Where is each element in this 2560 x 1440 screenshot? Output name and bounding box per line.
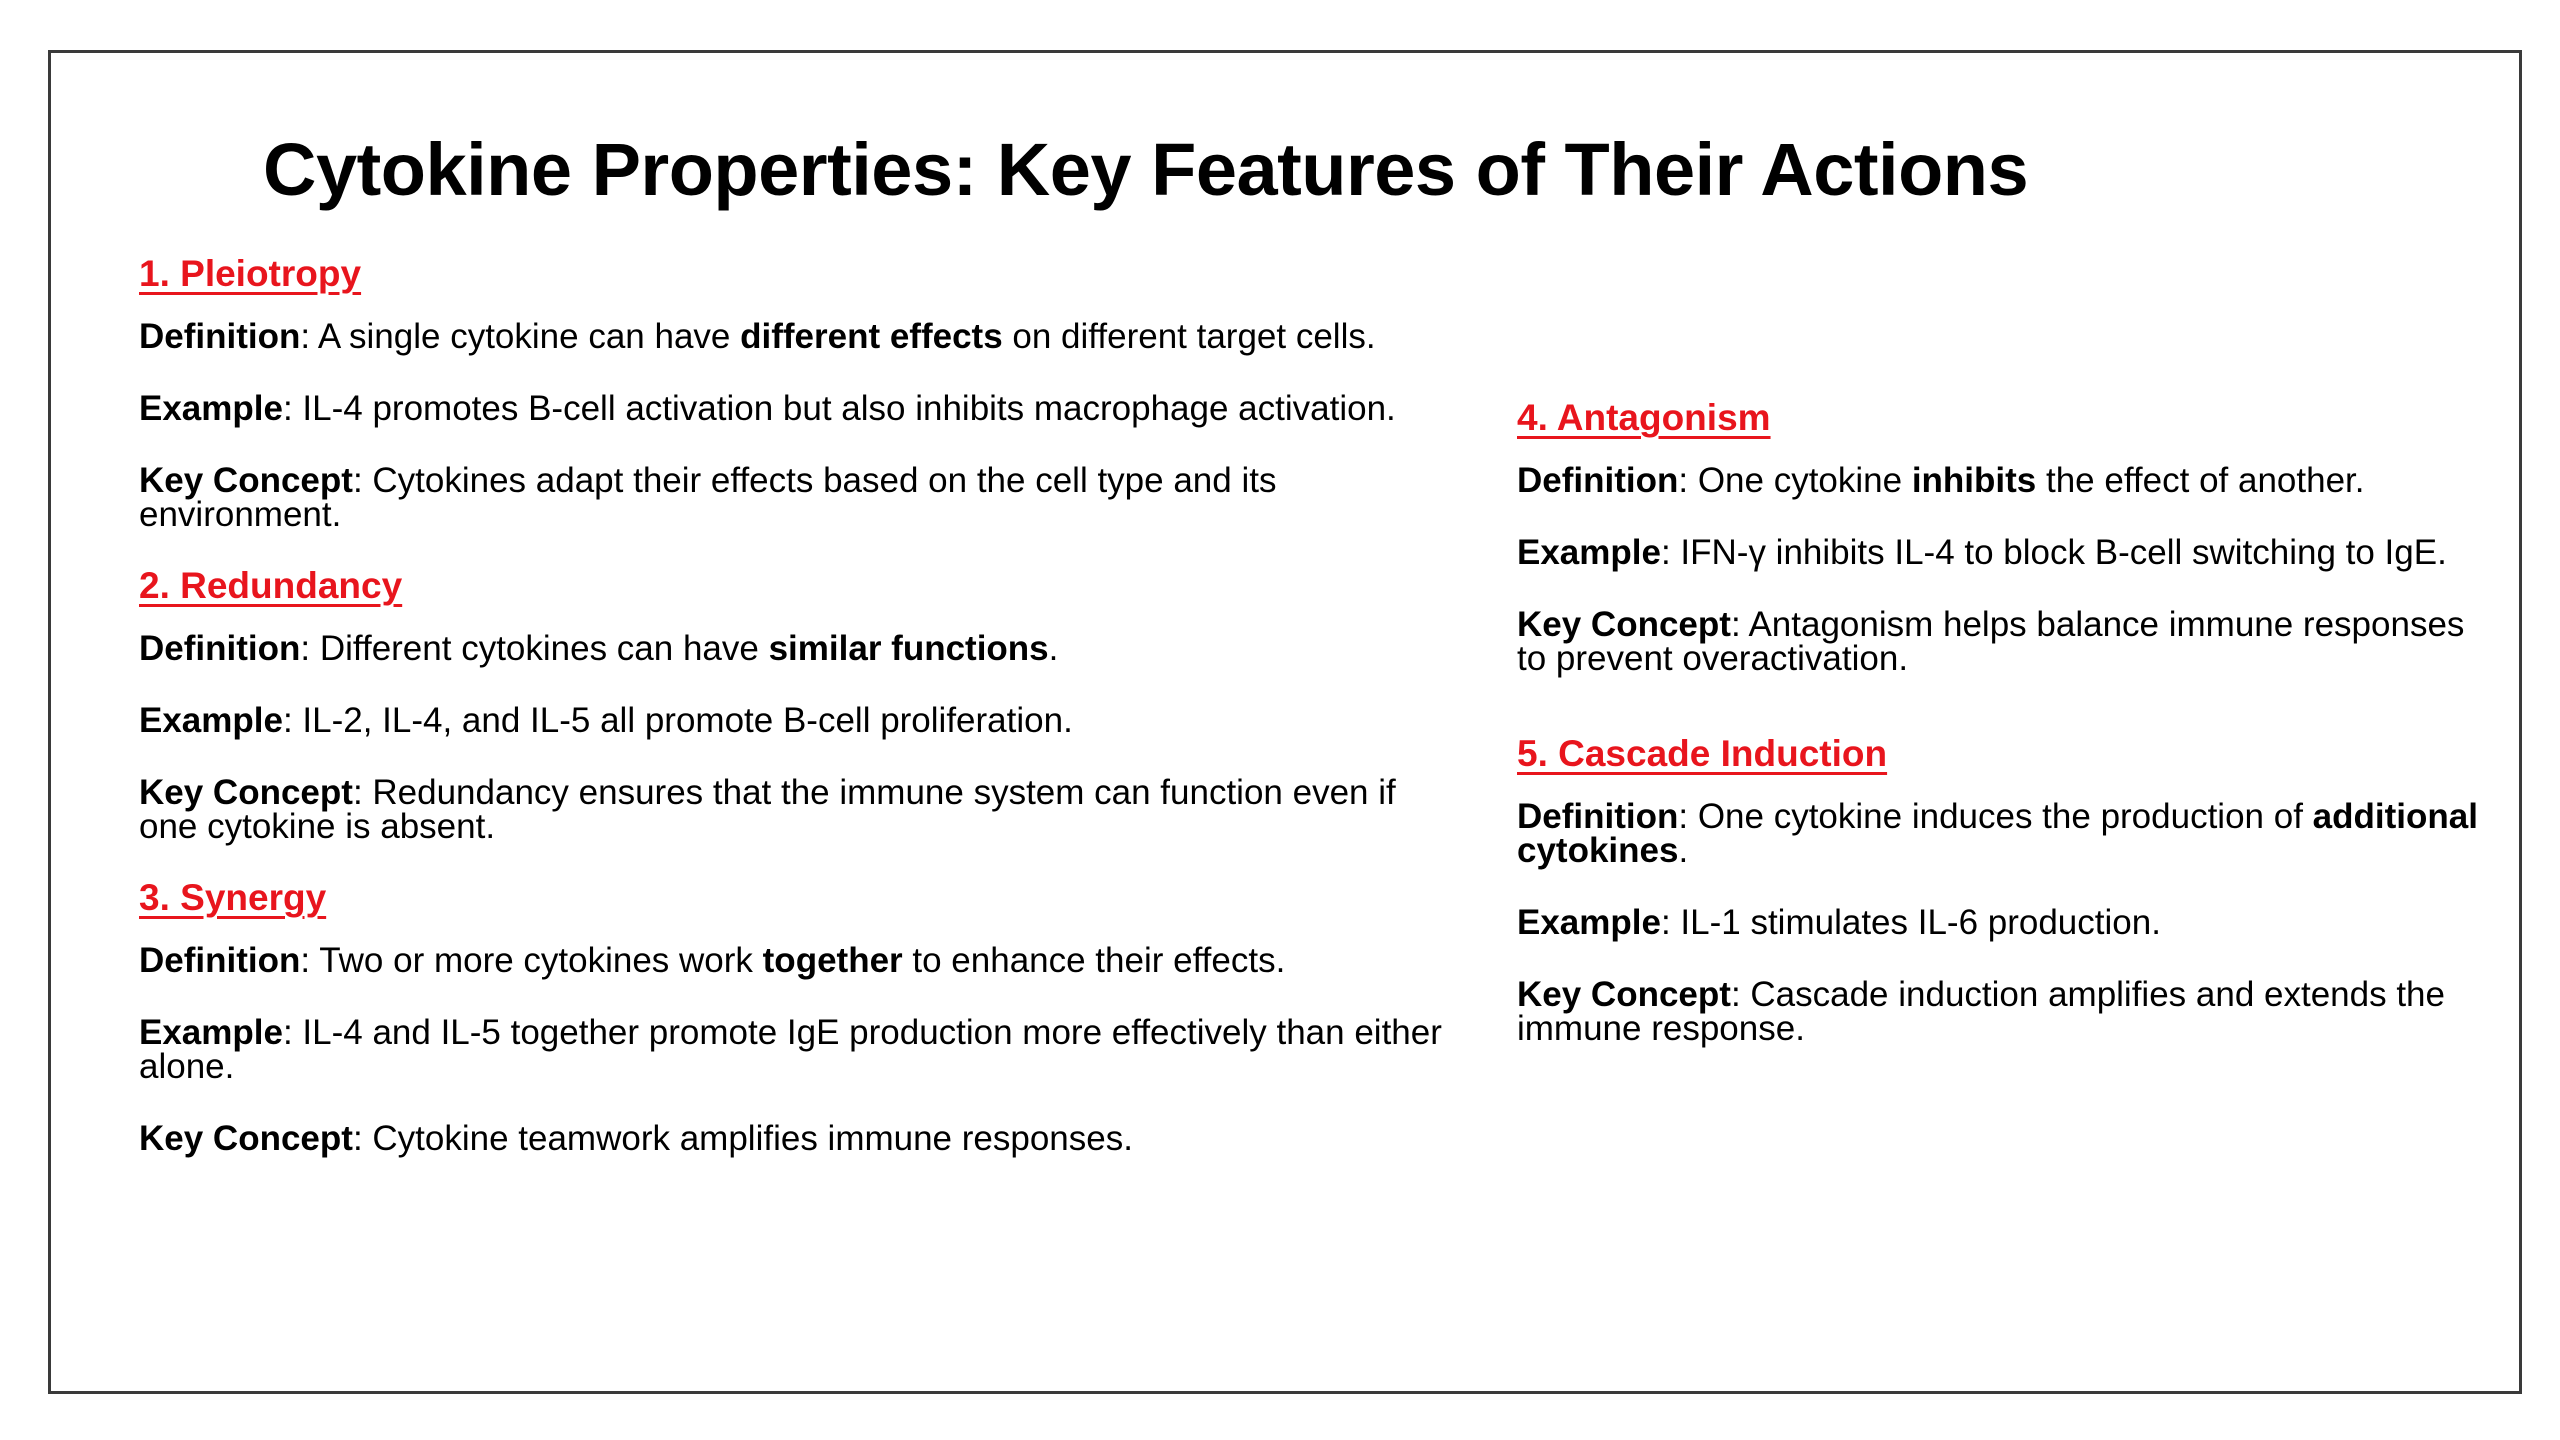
key-concept-label: Key Concept — [1517, 605, 1731, 644]
section-pleiotropy — [139, 252, 1459, 532]
section-antagonism — [1517, 396, 2497, 676]
section-heading: 4. Antagonism — [1517, 397, 1771, 438]
definition-label: Definition — [139, 629, 301, 668]
definition-label: Definition — [139, 941, 301, 980]
key-concept-text: : Redundancy ensures that the immune system can function even if one cytokine is absent. — [139, 773, 1396, 846]
example-paragraph — [139, 701, 1459, 740]
key-concept-label: Key Concept — [139, 773, 353, 812]
section-heading: 3. Synergy — [139, 877, 327, 918]
definition-emphasis: different effects — [740, 317, 1003, 356]
key-concept-text: : Cascade induction amplifies and extends the immune response. — [1517, 975, 2445, 1048]
section-heading: 1. Pleiotropy — [139, 253, 362, 294]
right-column — [1517, 396, 2497, 1084]
key-concept-text: : Cytokines adapt their effects based on the cell type and its environment. — [139, 461, 1277, 534]
key-concept-paragraph — [139, 1119, 1459, 1158]
example-text: : IFN-γ inhibits IL-4 to block B-cell switching to IgE. — [1660, 533, 2447, 572]
example-paragraph — [1517, 533, 2497, 572]
definition-text-end: on different target cells. — [1002, 317, 1376, 356]
key-concept-text: : Antagonism helps balance immune responses to prevent overactivation. — [1517, 605, 2465, 678]
definition-paragraph — [1517, 461, 2497, 500]
example-label: Example — [139, 701, 283, 740]
definition-text: : A single cytokine can have — [300, 317, 741, 356]
key-concept-paragraph — [139, 773, 1459, 846]
definition-text-end: the effect of another. — [2036, 461, 2365, 500]
definition-text: : Different cytokines can have — [300, 629, 769, 668]
definition-text-end: . — [1048, 629, 1059, 668]
definition-paragraph — [139, 629, 1459, 668]
definition-text-end: to enhance their effects. — [902, 941, 1286, 980]
definition-paragraph — [139, 317, 1459, 356]
definition-emphasis: similar functions — [768, 629, 1049, 668]
example-label: Example — [139, 389, 283, 428]
key-concept-label: Key Concept — [1517, 975, 1731, 1014]
definition-text: : One cytokine induces the production of — [1678, 797, 2313, 836]
key-concept-paragraph — [139, 461, 1459, 534]
example-paragraph — [1517, 903, 2497, 942]
example-label: Example — [1517, 903, 1661, 942]
example-text: : IL-1 stimulates IL-6 production. — [1660, 903, 2161, 942]
definition-text: : One cytokine — [1678, 461, 1912, 500]
definition-paragraph — [1517, 797, 2497, 870]
section-synergy — [139, 876, 1459, 1156]
definition-emphasis: inhibits — [1911, 461, 2037, 500]
example-paragraph — [139, 1013, 1459, 1086]
slide-frame — [48, 50, 2522, 1394]
example-text: : IL-4 promotes B-cell activation but also inhibits macrophage activation. — [282, 389, 1396, 428]
definition-emphasis: together — [762, 941, 903, 980]
example-label: Example — [139, 1013, 283, 1052]
section-heading: 5. Cascade Induction — [1517, 733, 1888, 774]
key-concept-label: Key Concept — [139, 461, 353, 500]
example-text: : IL-4 and IL-5 together promote IgE production more effectively than either alone. — [139, 1013, 1442, 1086]
definition-emphasis: additional cytokines — [1517, 797, 2478, 870]
section-redundancy — [139, 564, 1459, 844]
definition-text-end: . — [1678, 831, 1689, 870]
section-heading: 2. Redundancy — [139, 565, 403, 606]
example-paragraph — [139, 389, 1459, 428]
definition-label: Definition — [1517, 797, 1679, 836]
definition-paragraph — [139, 941, 1459, 980]
key-concept-label: Key Concept — [139, 1119, 353, 1158]
definition-text: : Two or more cytokines work — [300, 941, 763, 980]
example-text: : IL-2, IL-4, and IL-5 all promote B-cell proliferation. — [282, 701, 1073, 740]
left-column — [139, 252, 1459, 1194]
definition-label: Definition — [1517, 461, 1679, 500]
example-label: Example — [1517, 533, 1661, 572]
key-concept-paragraph — [1517, 605, 2497, 678]
section-cascade-induction — [1517, 732, 2497, 1046]
key-concept-text: : Cytokine teamwork amplifies immune responses. — [352, 1119, 1133, 1158]
slide-title: Cytokine Properties: Key Features of Their Actions — [263, 128, 2029, 211]
key-concept-paragraph — [1517, 975, 2497, 1048]
definition-label: Definition — [139, 317, 301, 356]
